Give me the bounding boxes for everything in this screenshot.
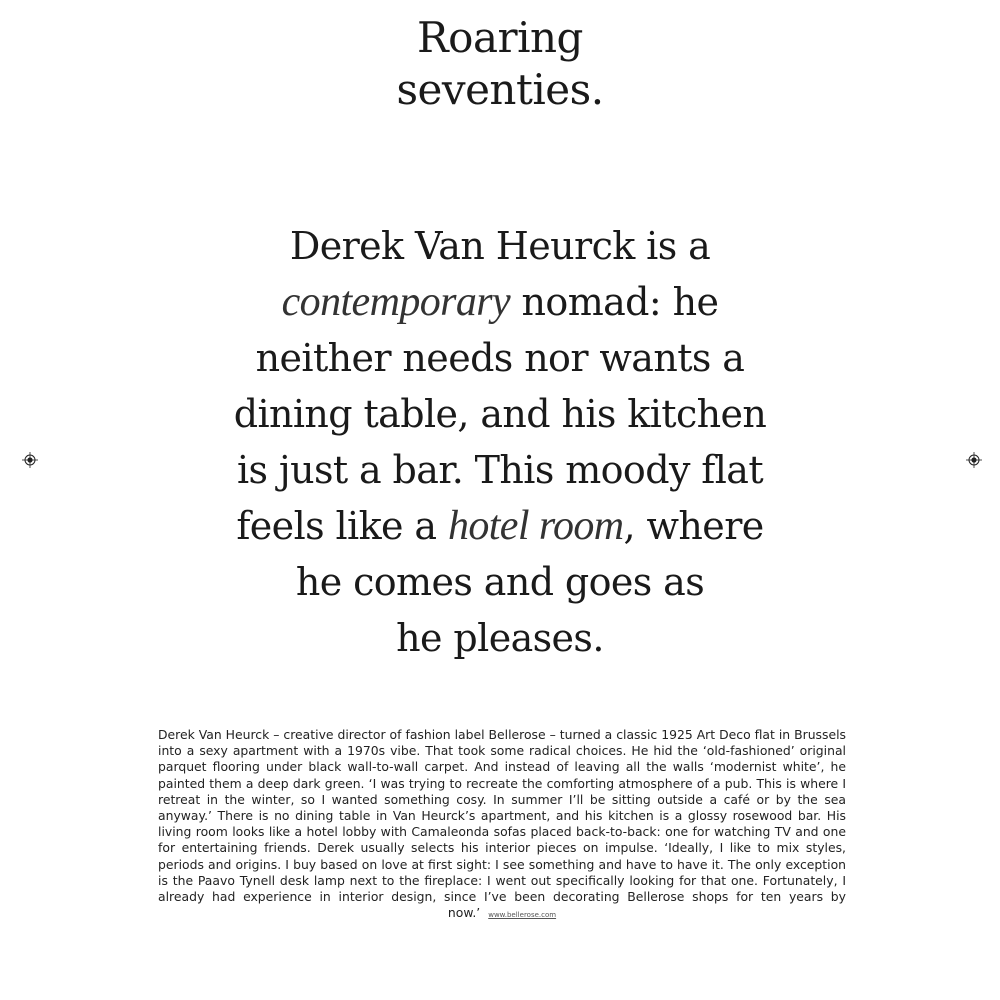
- pull-quote-line: he pleases.: [396, 616, 604, 660]
- pull-quote-text: , where: [623, 504, 764, 548]
- pull-quote-line: Derek Van Heurck is a: [289, 224, 711, 268]
- pull-quote-emphasis: contemporary: [281, 279, 511, 325]
- registration-mark-icon: [966, 452, 982, 468]
- headline-line-2: seventies.: [396, 65, 604, 114]
- pull-quote: [150, 218, 850, 666]
- article-body-text: Derek Van Heurck – creative director of fashion label Bellerose – turned a classic 1925 Art Deco flat in Brussels into a sexy apartment with a 1970s vibe. That took some radical choices. He hid the ‘old-fashioned’ original parquet flooring under black wall-to-wall carpet. And instead of leaving all the walls ‘modernist white’, he painted them a deep dark green. ‘I was trying to recreate the comforting atmosphere of a pub. This is where I retreat in the winter, so I wanted something cosy. In summer I’ll be sitting outside a café or by the sea anyway.’ There is no dining table in Van Heurck’s apartment, and his kitchen is a glossy rosewood bar. His living room looks like a hotel lobby with Camaleonda sofas placed back-to-back: one for watching TV and one for entertaining friends. Derek usually selects his interior pieces on impulse. ‘Ideally, I like to mix styles, periods and origins. I buy based on love at first sight: I see something and have to have it. The only exception is the Paavo Tynell desk lamp next to the fireplace: I went out specifically looking for that one. Fortunately, I already had experience in interior design, since I’ve been decorating Bellerose shops for ten years by now.’: [158, 727, 846, 921]
- headline-line-1: Roaring: [417, 13, 583, 62]
- pull-quote-line: neither needs nor wants a: [255, 336, 745, 380]
- registration-mark-icon: [22, 452, 38, 468]
- pull-quote-emphasis: hotel room: [447, 503, 624, 549]
- headline: [0, 12, 1000, 116]
- pull-quote-line: [150, 498, 850, 554]
- pull-quote-line: he comes and goes as: [295, 560, 705, 604]
- pull-quote-line: [150, 274, 850, 330]
- article-body: [158, 727, 846, 923]
- pull-quote-text: feels like a: [236, 504, 448, 548]
- source-url[interactable]: www.bellerose.com: [488, 911, 557, 920]
- pull-quote-text: nomad: he: [510, 280, 719, 324]
- pull-quote-line: is just a bar. This moody flat: [236, 448, 764, 492]
- pull-quote-line: dining table, and his kitchen: [233, 392, 767, 436]
